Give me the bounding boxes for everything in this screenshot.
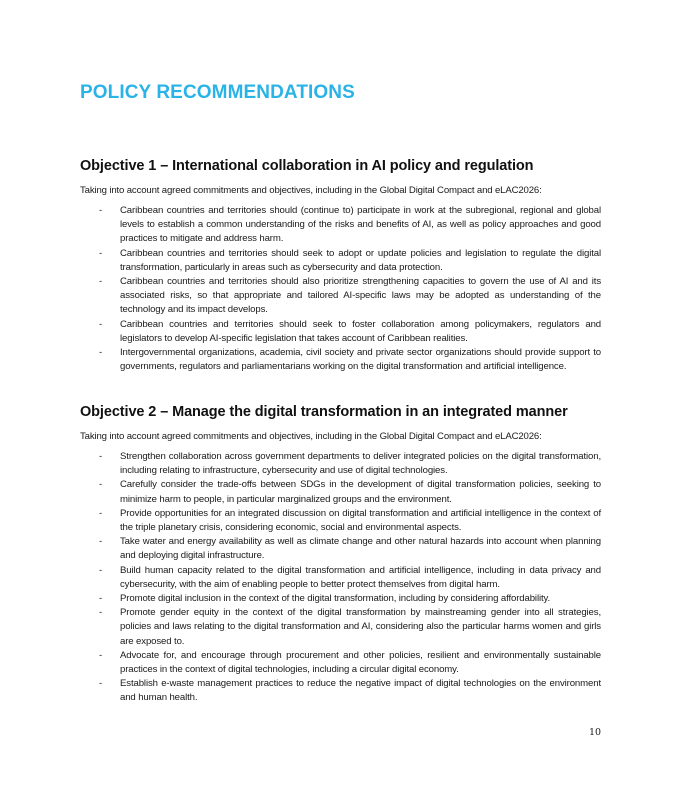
page-number: 10 bbox=[589, 727, 602, 738]
objective-1-heading: Objective 1 – International collaboration in AI policy and regulation bbox=[80, 158, 534, 174]
bullet-text: Carefully consider the trade-offs between SDGs in the development of digital transformation policies, seeking to minimize harm to people, in particular marginalized groups and the environment. bbox=[120, 479, 601, 505]
objective-2-bullet-list bbox=[80, 450, 601, 706]
bullet-dash-icon: - bbox=[99, 507, 103, 519]
bullet-item bbox=[80, 204, 601, 247]
bullet-dash-icon: - bbox=[99, 318, 103, 330]
bullet-text: Intergovernmental organizations, academia, civil society and private sector organizations should provide support to governments, regulators and parliamentarians working on the digital transformation and artificial intelligence. bbox=[120, 347, 601, 373]
bullet-text: Advocate for, and encourage through procurement and other policies, resilient and environmentally sustainable practices in the context of digital technologies, including a circular digital economy. bbox=[120, 649, 601, 676]
bullet-dash-icon: - bbox=[99, 205, 103, 216]
bullet-text: Promote digital inclusion in the context of the digital transformation, including by considering affordability. bbox=[120, 593, 551, 605]
bullet-text: Establish e-waste management practices to reduce the negative impact of digital technologies on the environment and human health. bbox=[120, 678, 601, 704]
objective-1-section bbox=[80, 157, 601, 374]
bullet-dash-icon: - bbox=[99, 479, 103, 491]
bullet-text: Caribbean countries and territories should also prioritize strengthening capacities to govern the use of AI and its associated risks, so that appropriate and tailored AI-specific laws may be adopted as understanding of the technology and its impact develops. bbox=[120, 276, 601, 316]
bullet-dash-icon: - bbox=[99, 347, 103, 359]
bullet-text: Promote gender equity in the context of the digital transformation by mainstreaming gender into all strategies, policies and laws relating to the digital transformation and AI, considering also the particular harms women and girls are exposed to. bbox=[120, 607, 601, 647]
bullet-item bbox=[80, 318, 601, 346]
bullet-item bbox=[80, 564, 601, 592]
bullet-text: Caribbean countries and territories should seek to foster collaboration among policymakers, regulators and legislators to develop AI-specific legislation that takes account of Caribbean realities. bbox=[120, 318, 601, 344]
objective-2-section bbox=[80, 403, 601, 706]
bullet-item bbox=[80, 649, 601, 677]
bullet-item bbox=[80, 450, 601, 478]
bullet-text: Provide opportunities for an integrated discussion on digital transformation and artificial intelligence in the context of the triple planetary crisis, considering economic, social and environmental aspects. bbox=[120, 507, 601, 534]
bullet-text: Take water and energy availability as well as climate change and other natural hazards into account when planning and deploying digital infrastructure. bbox=[120, 536, 601, 562]
bullet-dash-icon: - bbox=[99, 564, 103, 576]
bullet-item bbox=[80, 275, 601, 318]
page-title: POLICY RECOMMENDATIONS bbox=[80, 82, 355, 103]
objective-1-bullet-list bbox=[80, 204, 601, 374]
bullet-item bbox=[80, 478, 601, 506]
bullet-item bbox=[80, 247, 601, 275]
bullet-dash-icon: - bbox=[99, 678, 103, 690]
bullet-item bbox=[80, 592, 601, 606]
bullet-item bbox=[80, 346, 601, 374]
objective-2-intro: Taking into account agreed commitments and objectives, including in the Global Digital Compact and eLAC2026: bbox=[80, 431, 542, 442]
bullet-dash-icon: - bbox=[99, 276, 103, 288]
bullet-item bbox=[80, 677, 601, 705]
bullet-dash-icon: - bbox=[99, 451, 103, 462]
objective-2-heading: Objective 2 – Manage the digital transformation in an integrated manner bbox=[80, 404, 568, 420]
bullet-item bbox=[80, 535, 601, 563]
bullet-text: Caribbean countries and territories should seek to adopt or update policies and legislation to regulate the digital transformation, particularly in areas such as cybersecurity and data protection. bbox=[120, 247, 601, 273]
bullet-text: Build human capacity related to the digital transformation and artificial intelligence, including in data privacy and cybersecurity, with the aim of enabling people to better protect themselves from digital harm. bbox=[120, 564, 601, 590]
bullet-item bbox=[80, 606, 601, 649]
bullet-dash-icon: - bbox=[99, 593, 103, 605]
bullet-text: Caribbean countries and territories should (continue to) participate in work at the subregional, regional and global levels to establish a common understanding of the risks and benefits of AI, as well as policy approaches and good practices to mitigate and address harm. bbox=[120, 205, 601, 245]
objective-1-intro: Taking into account agreed commitments and objectives, including in the Global Digital Compact and eLAC2026: bbox=[80, 185, 542, 196]
bullet-item bbox=[80, 507, 601, 535]
bullet-dash-icon: - bbox=[99, 247, 103, 259]
bullet-text: Strengthen collaboration across government departments to deliver integrated policies on the digital transformation, including relating to infrastructure, cybersecurity and use of digital technologies. bbox=[120, 451, 601, 477]
bullet-dash-icon: - bbox=[99, 607, 103, 619]
bullet-dash-icon: - bbox=[99, 649, 103, 661]
bullet-dash-icon: - bbox=[99, 536, 103, 548]
